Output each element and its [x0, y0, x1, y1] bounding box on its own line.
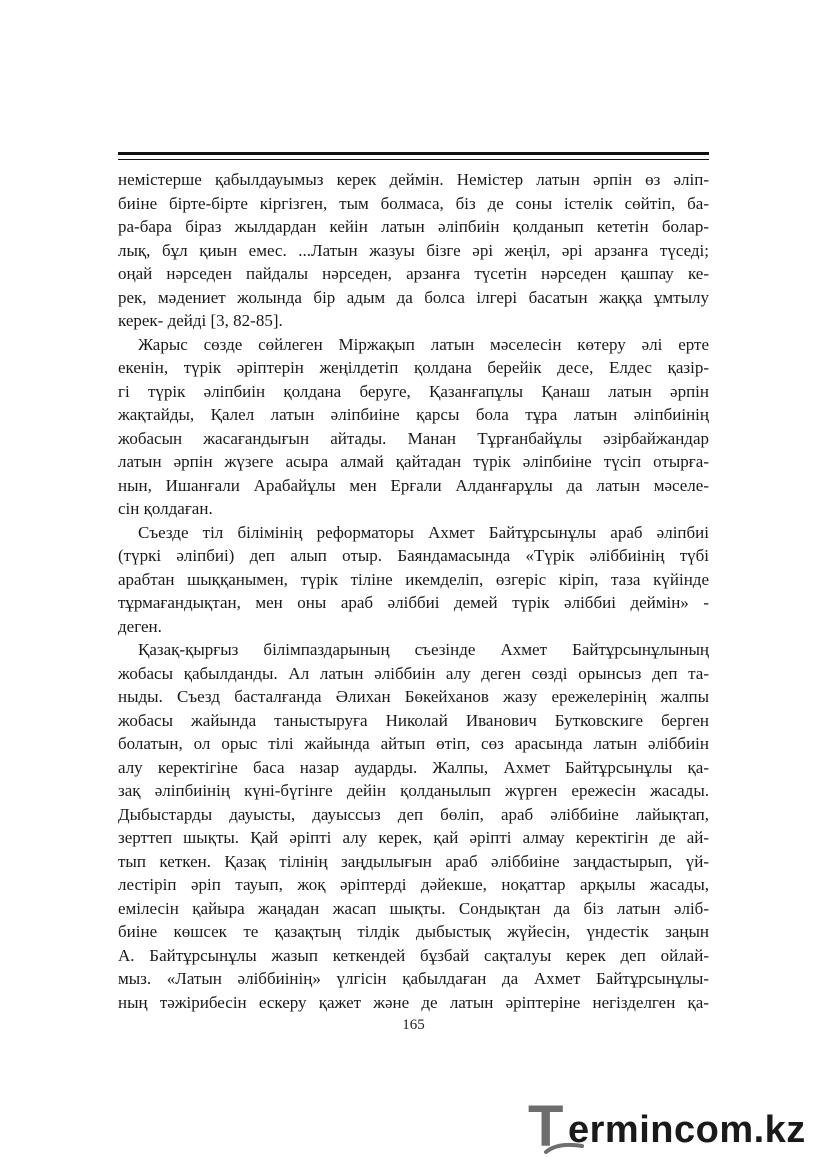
text-line: жобасы жайында таныстыруға Николай Иванович Бутковскиге берген	[118, 710, 709, 730]
text-line: емілесін қайыра жаңадан жасап шықты. Сондықтан да біз латын әліб-	[118, 898, 709, 918]
text-line: лестіріп әріп тауып, жоқ әріптерді дәйекше, ноқаттар арқылы жасады,	[118, 875, 709, 894]
header-rule-thin	[118, 159, 709, 160]
text-line: жақтайды, Қалел латын әліпбиіне қарсы бола тұра латын әліпбиінің	[118, 405, 709, 424]
text-line: Дыбыстарды дауысты, дауыссыз деп бөліп, араб әліббиіне лайықтап,	[118, 804, 709, 824]
text-line: А. Байтұрсынұлы жазып кеткендей бұзбай сақталуы керек деп ойлай-	[118, 945, 709, 965]
text-line: Қазақ-қырғыз білімпаздарының съезінде Ахмет Байтұрсынұлының	[138, 640, 709, 659]
text-line: Жарыс сөзде сөйлеген Міржақып латын мәселесін көтеру әлі ерте	[138, 334, 709, 354]
text-line: керек- дейді [3, 82-85].	[118, 311, 283, 330]
text-line: биіне бірте-бірте кіргізген, тым болмаса, біз де соны істелік сөйтіп, ба-	[118, 193, 709, 213]
text-line: ра-бара біраз жылдардан кейін латын әліпбиін қолданып кететін болар-	[118, 217, 709, 236]
text-line: оңай нәрседен пайдалы нәрседен, арзанға түсетін нәрседен қашпау ке-	[118, 264, 709, 283]
body-text	[118, 168, 709, 1014]
text-line: екенін, түрік әріптерін жеңілдетіп қолдана берейік десе, Елдес қазір-	[118, 358, 709, 377]
text-line: тып кеткен. Қазақ тілінің заңдылығын араб әліббиіне заңдастырып, үй-	[118, 851, 709, 871]
text-line: алу керектігіне баса назар аударды. Жалпы, Ахмет Байтұрсынұлы қа-	[118, 757, 709, 777]
header-rule-thick	[118, 152, 709, 155]
text-line: зерттеп шықты. Қай әріпті алу керек, қай әріпті алмау керектігін де ай-	[118, 828, 709, 847]
text-line: тұрмағандықтан, мен оны араб әліббиі демей түрік әліббиі деймін» -	[118, 593, 709, 612]
text-line: жобасы қабылданды. Ал латын әліббиін алу деген сөзді орынсыз деп та-	[118, 663, 709, 683]
text-line: болатын, ол орыс тілі жайында айтып өтіп, сөз арасында латын әліббиін	[118, 734, 709, 753]
logo-initial: T	[528, 1094, 564, 1159]
text-line: лық, бұл қиын емес. ...Латын жазуы бізге әрі жеңіл, әрі арзанға түседі;	[118, 240, 709, 260]
text-line: сін қолдаған.	[118, 499, 213, 518]
terminco-logo	[528, 1094, 818, 1159]
text-line: деген.	[118, 616, 162, 636]
text-line: нын, Ишанғали Арабайұлы мен Ерғали Алданғарұлы да латын мәселе-	[118, 475, 709, 495]
text-line: мыз. «Латын әліббиінің» үлгісін қабылдаған да Ахмет Байтұрсынұлы-	[118, 969, 709, 988]
text-line: Съезде тіл білімінің реформаторы Ахмет Байтұрсынұлы араб әліпбиі	[138, 522, 709, 542]
text-line: биіне көшсек те қазақтың тілдік дыбыстық жүйесін, үндестік заңын	[118, 922, 709, 941]
text-line: жобасын жасағандығын айтады. Манан Тұрғанбайұлы әзірбайжандар	[118, 428, 709, 448]
text-line: (түркі әліпбиі) деп алып отыр. Баяндамасында «Түрік әліббиінің түбі	[118, 546, 709, 565]
text-line: гі түрік әліпбиін қолдана беруге, Қазанғапұлы Қанаш латын әрпін	[118, 381, 709, 401]
logo-wordmark: ermincom.kz	[568, 1109, 806, 1151]
page-number: 165	[402, 1017, 425, 1033]
text-line: рек, мәдениет жолында бір адым да болса ілгері басатын жаққа ұмтылу	[118, 287, 709, 307]
text-line: арабтан шыққанымен, түрік тіліне икемделіп, өзгеріс кіріп, таза күйінде	[118, 569, 709, 589]
text-line: ның тәжірибесін ескеру қажет және де латын әріптеріне негізделген қа-	[118, 992, 709, 1012]
text-line: латын әрпін жүзеге асыра алмай қайтадан түрік әліпбиіне түсіп отырға-	[118, 452, 709, 471]
text-line: ныды. Съезд басталғанда Әлихан Бөкейханов жазу ережелерінің жалпы	[118, 687, 709, 706]
text-line: немістерше қабылдауымыз керек деймін. Немістер латын әрпін өз әліп-	[118, 170, 709, 189]
text-line: зақ әліпбиінің күні-бүгінге дейін қолданылып жүрген ережесін жасады.	[118, 781, 709, 800]
logo-swoosh-icon	[544, 1140, 584, 1154]
